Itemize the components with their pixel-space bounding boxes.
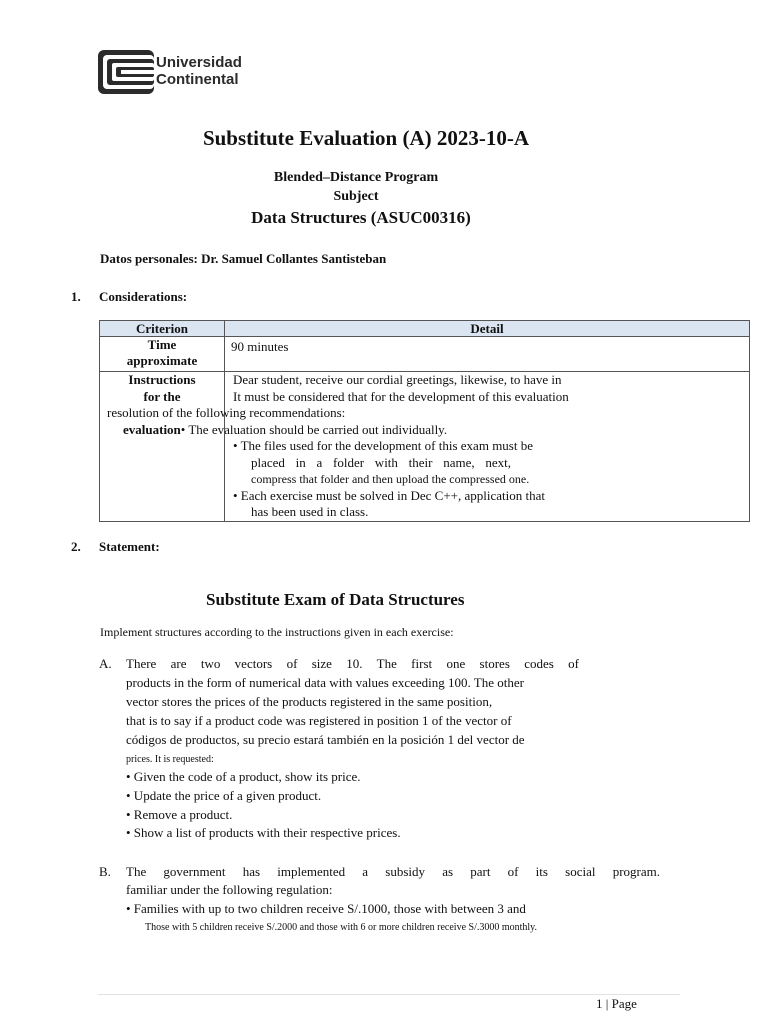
table-header-row: [100, 321, 750, 337]
time-detail-cell: 90 minutes: [225, 337, 750, 372]
exercise-a-line: vector stores the prices of the products registered in the same position,: [126, 694, 493, 709]
logo-wordmark: [156, 54, 242, 88]
instruction-line: has been used in class.: [251, 504, 369, 519]
exercise-b-line: Those with 5 children receive S/.2000 and those with 6 or more children receive S/.3000 monthly.: [145, 922, 538, 933]
exam-intro: Implement structures according to the instructions given in each exercise:: [100, 625, 454, 639]
considerations-table: [99, 320, 750, 522]
section-1-title: Considerations:: [99, 289, 188, 304]
subject-label: Subject: [333, 189, 379, 204]
instructions-label-cell: [100, 372, 225, 522]
logo-line-2: Continental: [156, 71, 239, 88]
time-label-a: Time: [147, 337, 177, 352]
exercise-a-bullet: • Show a list of products with their respective prices.: [126, 825, 401, 840]
section-2-title: Statement:: [99, 539, 160, 554]
exercise-a-line: that is to say if a product code was registered in position 1 of the vector of: [126, 713, 512, 728]
instruction-line-with-label: evaluation• The evaluation should be carried out individually.: [123, 421, 448, 437]
section-2-heading: [71, 539, 160, 555]
column-criterion: Criterion: [100, 321, 225, 337]
university-logo: [98, 50, 258, 94]
exercise-b-line: familiar under the following regulation:: [126, 882, 333, 897]
course-name: Data Structures (ASUC00316): [251, 208, 471, 227]
exercise-a-line: There are two vectors of size 10. The first one stores codes of: [126, 656, 579, 671]
instruction-line: • The files used for the development of this exam must be: [233, 438, 533, 453]
instruction-line: placed in a folder with their name, next,: [251, 454, 511, 470]
exercise-a-line: products in the form of numerical data with values exceeding 100. The other: [126, 675, 524, 690]
table-row-time: [100, 337, 750, 372]
time-label-cell: [100, 337, 225, 372]
exercise-a-label: A.: [99, 656, 112, 671]
exercise-a-bullet: • Given the code of a product, show its price.: [126, 769, 361, 784]
exercise-b-label: B.: [99, 864, 111, 879]
document-title: Substitute Evaluation (A) 2023-10-A: [202, 126, 530, 150]
footer-divider: [98, 994, 680, 995]
instructions-label-b: for the: [143, 388, 181, 404]
exercise-b-line: The government has implemented a subsidy as part of its social program.: [126, 864, 660, 879]
exercise-b-line: • Families with up to two children receive S/.1000, those with between 3 and: [126, 901, 526, 916]
section-2-number: 2.: [71, 539, 81, 554]
section-1-number: 1.: [71, 289, 81, 304]
exam-title: Substitute Exam of Data Structures: [206, 590, 465, 609]
instructions-label-a: Instructions: [128, 372, 196, 387]
instruction-line: compress that folder and then upload the compressed one.: [251, 472, 530, 486]
personal-data: Datos personales: Dr. Samuel Collantes Santisteban: [100, 251, 387, 266]
column-detail: Detail: [225, 321, 750, 337]
exercise-a-line: códigos de productos, su precio estará también en la posición 1 del vector de: [126, 732, 525, 747]
instruction-line: Dear student, receive our cordial greetings, likewise, to have in: [233, 372, 562, 387]
instruction-line: It must be considered that for the development of this evaluation: [233, 388, 569, 404]
instructions-label-c: evaluation: [123, 421, 181, 437]
table-row-instructions: [100, 372, 750, 522]
instruction-line: • Each exercise must be solved in Dec C++, application that: [233, 487, 545, 503]
logo-mark-icon: [98, 50, 154, 94]
program-label: Blended–Distance Program: [273, 170, 439, 185]
page-number: 1 | Page: [596, 996, 637, 1011]
section-1-heading: [71, 289, 187, 305]
exercise-a-line: prices. It is requested:: [126, 754, 214, 765]
instruction-line: resolution of the following recommendations:: [107, 405, 346, 420]
logo-line-1: Universidad: [156, 54, 242, 71]
exercise-a-bullet: • Remove a product.: [126, 807, 233, 822]
exercise-a-bullet: • Update the price of a given product.: [126, 788, 322, 803]
time-label-b: approximate: [126, 353, 198, 368]
